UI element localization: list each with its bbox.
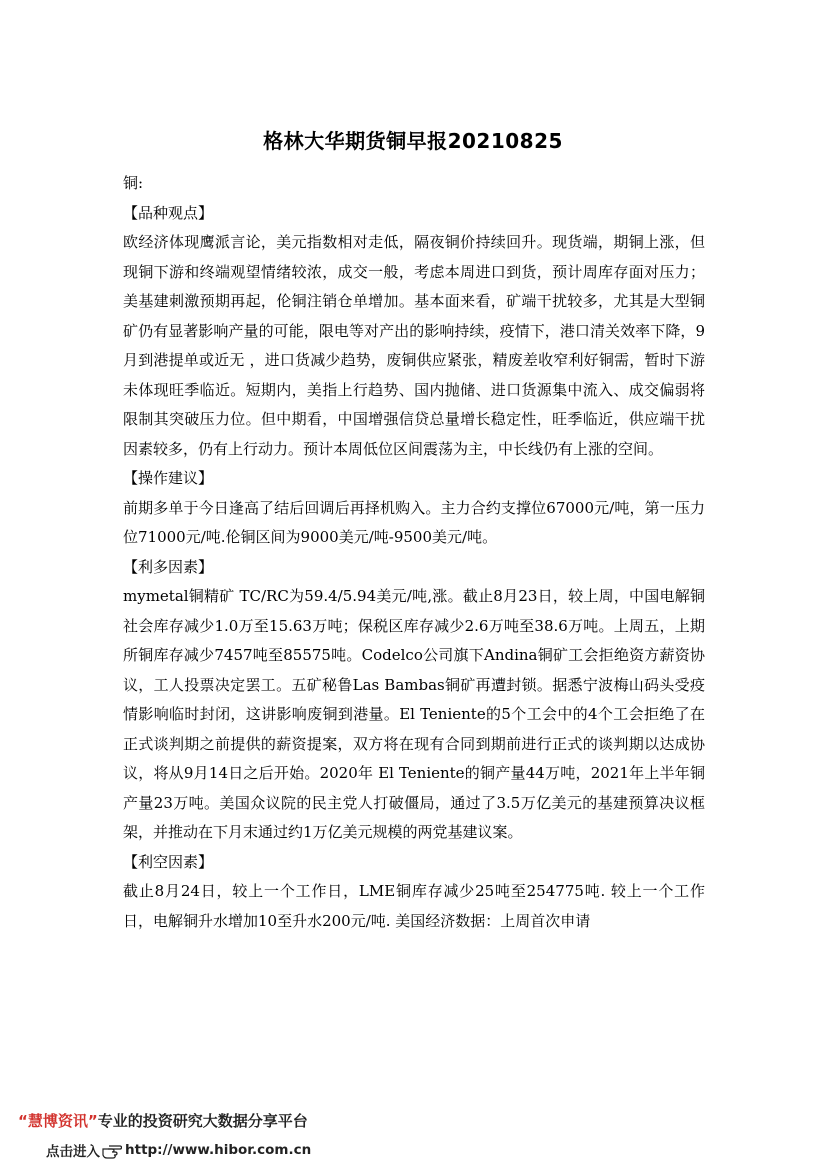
heading-bullish-factors: 【利多因素】 [123, 557, 214, 576]
enter-label: 点击进入 [46, 1144, 100, 1160]
report-body [123, 169, 705, 936]
paragraph-operation-advice: 前期多单于今日逢高了结后回调后再择机购入。主力合约支撑位67000元/吨，第一压力位71000元/吨.伦铜区间为9000美元/吨-9500美元/吨。 [123, 498, 705, 546]
page-title: 格林大华期货铜早报20210825 [263, 129, 563, 153]
section-label-copper: 铜: [123, 174, 144, 192]
pointing-hand-icon [102, 1141, 122, 1159]
paragraph-bullish-factors: mymetal铜精矿 TC/RC为59.4/5.94美元/吨,涨。截止8月23日，较上周，中国电解铜社会库存减少1.0万至15.63万吨；保税区库存减少2.6万吨至38.6万吨。上周五，上期所铜库存减少7457吨至85575吨。Codelco公司旗下Andina铜矿工会拒绝资方薪资协议，工人投票决定罢工。五矿秘鲁Las Bambas铜矿再遭封锁。据悉宁波梅山码头受疫情影响临时封闭，这讲影响废铜到港量。El Teniente的5个工会中的4个工会拒绝了在正式谈判期之前提供的薪资提案，双方将在现有合同到期前进行正式的谈判期以达成协议，将从9月14日之后开始。2020年 El Teniente的铜产量44万吨，2021年上半年铜产量23万吨。美国众议院的民主党人打破僵局，通过了3.5万亿美元的基建预算决议框架，并推动在下月末通过约1万亿美元规模的两党基建议案。 [123, 587, 705, 841]
heading-bearish-factors: 【利空因素】 [123, 852, 214, 871]
footer-url-link[interactable]: http://www.hibor.com.cn [125, 1142, 312, 1158]
heading-variety-view: 【品种观点】 [123, 203, 214, 222]
heading-operation-advice: 【操作建议】 [123, 469, 214, 487]
footer-link[interactable] [46, 1140, 311, 1160]
paragraph-bearish-factors: 截止8月24日，较上一个工作日，LME铜库存减少25吨至254775吨. 较上一个工作日，电解铜升水增加10至升水200元/吨. 美国经济数据：上周首次申请 [123, 882, 705, 930]
slogan-text: 专业的投资研究大数据分享平台 [97, 1112, 308, 1130]
paragraph-variety-view: 欧经济体现鹰派言论，美元指数相对走低，隔夜铜价持续回升。现货端，期铜上涨，但现铜下游和终端观望情绪较浓，成交一般，考虑本周进口到货，预计周库存面对压力；美基建刺激预期再起，伦铜注销仓单增加。基本面来看，矿端干扰较多，尤其是大型铜矿仍有显著影响产量的可能，限电等对产出的影响持续，疫情下，港口清关效率下降，9月到港提单或近无 ，进口货减少趋势，废铜供应紧张，精废差收窄利好铜需，暂时下游未体现旺季临近。短期内，美指上行趋势、国内抛储、进口货源集中流入、成交偏弱将限制其突破压力位。但中期看，中国增强信贷总量增长稳定性，旺季临近，供应端干扰因素较多，仍有上行动力。预计本周低位区间震荡为主，中长线仍有上涨的空间。 [123, 233, 705, 458]
quote-open: “ [18, 1112, 28, 1130]
brand-name: 慧博资讯 [27, 1112, 88, 1130]
footer-slogan [18, 1110, 308, 1131]
quote-close: ” [87, 1112, 98, 1130]
